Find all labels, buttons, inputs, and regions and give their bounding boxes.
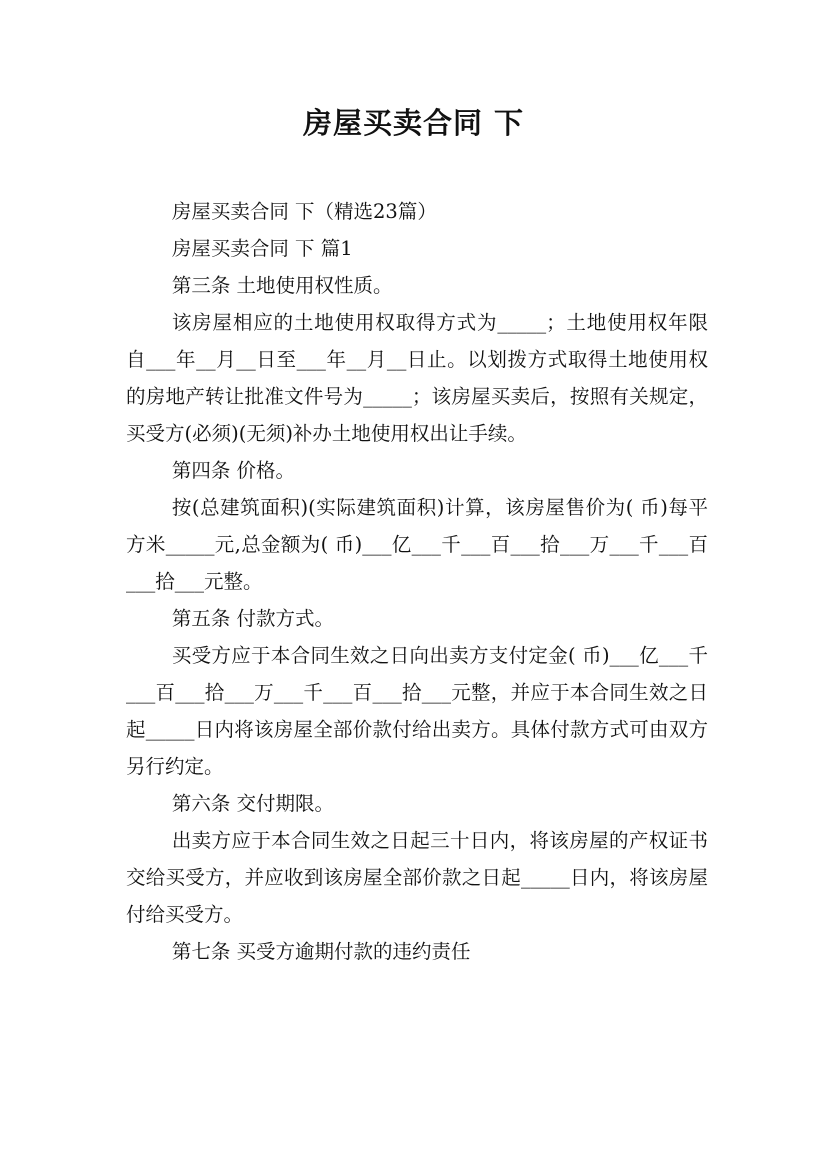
article-7-heading: 第七条 买受方逾期付款的违约责任 [171, 940, 471, 963]
paragraph-section-heading: 房屋买卖合同 下 篇1 [171, 237, 353, 260]
article-4-heading: 第四条 价格。 [171, 459, 296, 482]
article-3-heading: 第三条 土地使用权性质。 [171, 274, 393, 297]
document-title: 房屋买卖合同 下 [302, 106, 525, 140]
article-5-body: 买受方应于本合同生效之日向出卖方支付定金( 币)___亿___千___百___拾___万___千___百___拾___元整，并应于本合同生效之日起_____日内将该房屋全部价款付给出卖方。具体付款方式可由双方另行约定。 [126, 644, 708, 778]
article-6-body: 出卖方应于本合同生效之日起三十日内，将该房屋的产权证书交给买受方，并应收到该房屋全部价款之日起_____日内，将该房屋付给买受方。 [126, 829, 708, 926]
paragraph-subtitle: 房屋买卖合同 下（精选23篇） [171, 200, 437, 223]
document-body [126, 193, 708, 970]
article-5-heading: 第五条 付款方式。 [171, 607, 335, 630]
article-3-body: 该房屋相应的土地使用权取得方式为_____；土地使用权年限自___年__月__日至___年__月__日止。以划拨方式取得土地使用权的房地产转让批准文件号为_____；该房屋买卖后，按照有关规定，买受方(必须)(无须)补办土地使用权出让手续。 [126, 311, 708, 445]
article-4-body: 按(总建筑面积)(实际建筑面积)计算，该房屋售价为( 币)每平方米_____元,总金额为( 币)___亿___千___百___拾___万___千___百___拾___元整。 [126, 496, 708, 593]
article-6-heading: 第六条 交付期限。 [171, 792, 335, 815]
